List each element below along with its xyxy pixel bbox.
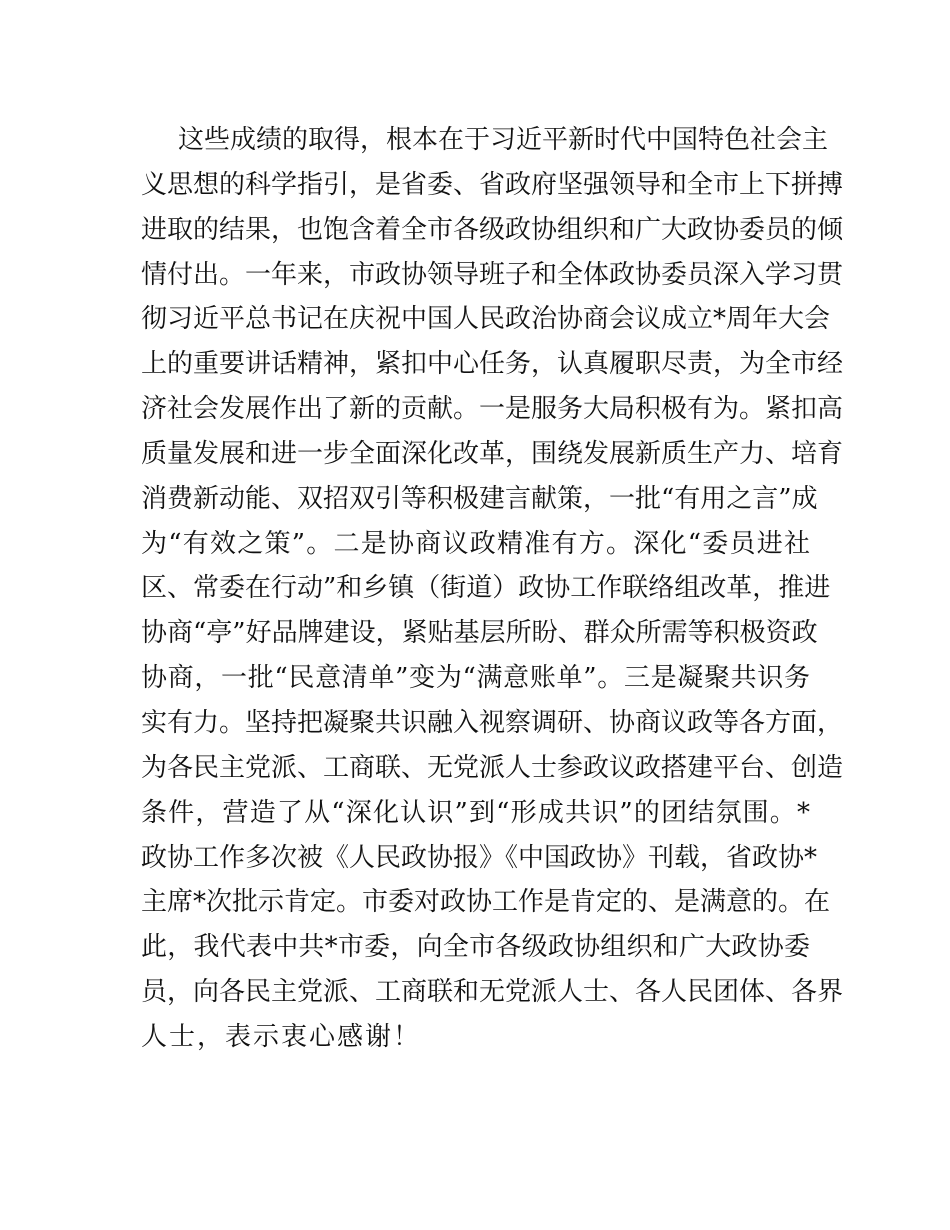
- paragraph-line: 条件，营造了从“深化认识”到“形成共识”的团结氛围。*: [141, 797, 810, 828]
- paragraph-line: 义思想的科学指引，是省委、省政府坚强领导和全市上下拼搏: [141, 169, 844, 200]
- paragraph-line: 协商，一批“民意清单”变为“满意账单”。三是凝聚共识务: [141, 663, 810, 694]
- paragraph-line: 济社会发展作出了新的贡献。一是服务大局积极有为。紧扣高: [141, 394, 844, 425]
- paragraph-line: 为“有效之策”。二是协商议政精准有方。深化“委员进社: [141, 528, 810, 559]
- paragraph-line: 质量发展和进一步全面深化改革，围绕发展新质生产力、培育: [141, 438, 844, 469]
- paragraph-line: 协商“亭”好品牌建设，紧贴基层所盼、群众所需等积极资政: [141, 618, 818, 649]
- paragraph-line: 区、常委在行动”和乡镇（街道）政协工作联络组改革，推进: [141, 573, 831, 604]
- paragraph-line: 人士，表示衷心感谢！: [141, 1021, 422, 1052]
- paragraph-line: 此，我代表中共*市委，向全市各级政协组织和广大政协委: [141, 932, 810, 963]
- paragraph-line: 为各民主党派、工商联、无党派人士参政议政搭建平台、创造: [141, 752, 844, 783]
- paragraph-line: 进取的结果，也饱含着全市各级政协组织和广大政协委员的倾: [141, 214, 844, 245]
- paragraph-line: 彻习近平总书记在庆祝中国人民政治协商会议成立*周年大会: [141, 304, 831, 335]
- paragraph-line: 实有力。坚持把凝聚共识融入视察调研、协商议政等各方面，: [141, 707, 844, 738]
- paragraph-line: 政协工作多次被《人民政协报》《中国政协》刊载，省政协*: [141, 842, 818, 873]
- paragraph-line: 主席*次批示肯定。市委对政协工作是肯定的、是满意的。在: [141, 887, 831, 918]
- document-paragraph: [141, 122, 844, 1064]
- paragraph-line: 情付出。一年来，市政协领导班子和全体政协委员深入学习贯: [141, 259, 844, 290]
- paragraph-line: 这些成绩的取得，根本在于习近平新时代中国特色社会主: [178, 125, 829, 155]
- paragraph-line: 员，向各民主党派、工商联和无党派人士、各人民团体、各界: [141, 977, 844, 1008]
- paragraph-line: 消费新动能、双招双引等积极建言献策，一批“有用之言”成: [141, 483, 818, 514]
- paragraph-line: 上的重要讲话精神，紧扣中心任务，认真履职尽责，为全市经: [141, 349, 844, 380]
